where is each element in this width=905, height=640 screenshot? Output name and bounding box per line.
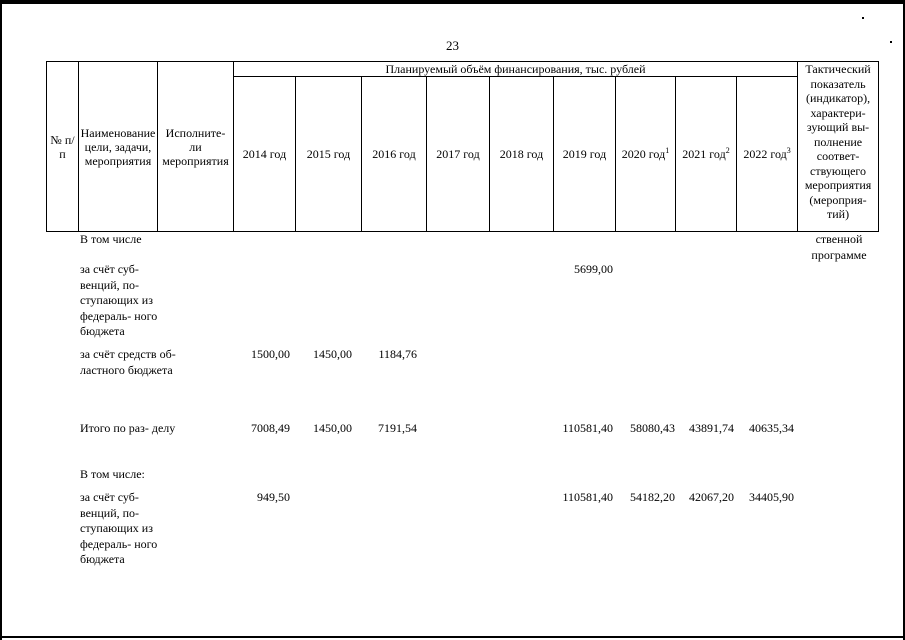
header-year-label: 2019 год xyxy=(562,147,607,161)
tactical-indicator-cont: ственной программе xyxy=(811,232,867,262)
header-year-label: 2018 год xyxy=(499,147,544,161)
row-value: 43891,74 xyxy=(689,421,734,435)
row-name: за счёт суб- венций, по- ступающих из федераль- ного бюджета xyxy=(80,262,158,338)
header-year-footnote: 3 xyxy=(786,146,791,155)
row-name: Итого по раз- делу xyxy=(80,421,176,435)
header-year-label: 2021 год xyxy=(682,147,726,161)
row-value: 949,50 xyxy=(257,490,290,504)
header-year-8 xyxy=(737,77,798,232)
row-value: 34405,90 xyxy=(749,490,794,504)
row-name: за счёт средств об- ластного бюджета xyxy=(80,347,176,377)
header-year-2 xyxy=(362,77,427,232)
header-year-label: 2014 год xyxy=(242,147,287,161)
page-number: 23 xyxy=(446,38,459,53)
header-year-7 xyxy=(676,77,737,232)
header-name: Наименование цели, задачи, мероприятия xyxy=(79,62,158,232)
row-value: 40635,34 xyxy=(749,421,794,435)
header-year-label: 2022 год xyxy=(743,147,787,161)
row-name: за счёт суб- венций, по- ступающих из федераль- ного бюджета xyxy=(80,490,158,566)
row-value: 1184,76 xyxy=(378,347,417,361)
row-value: 58080,43 xyxy=(630,421,675,435)
row-value: 54182,20 xyxy=(630,490,675,504)
row-value: 1500,00 xyxy=(251,347,290,361)
header-planned-funding: Планируемый объём финансирования, тыс. рублей xyxy=(234,62,798,77)
header-executor: Исполните- ли мероприятия xyxy=(158,62,234,232)
header-year-label: 2020 год xyxy=(621,147,666,161)
row-value: 7008,49 xyxy=(251,421,290,435)
scan-speck xyxy=(862,17,864,19)
row-name: В том числе: xyxy=(80,467,145,481)
header-year-label: 2017 год xyxy=(436,147,480,161)
row-value: 110581,40 xyxy=(562,490,613,504)
row-value: 110581,40 xyxy=(562,421,613,435)
row-value: 1450,00 xyxy=(313,421,352,435)
header-year-label: 2015 год xyxy=(306,147,351,161)
row-value: 7191,54 xyxy=(378,421,417,435)
header-no: № п/п xyxy=(47,62,79,232)
row-name: В том числе xyxy=(80,232,142,246)
header-year-3 xyxy=(427,77,490,232)
row-value: 42067,20 xyxy=(689,490,734,504)
page-top-border xyxy=(0,0,905,4)
header-year-footnote: 1 xyxy=(665,146,670,155)
page-bottom-border xyxy=(0,636,905,638)
table-header xyxy=(46,61,879,232)
row-value: 1450,00 xyxy=(313,347,352,361)
row-value: 5699,00 xyxy=(574,262,613,276)
header-year-6 xyxy=(616,77,676,232)
header-year-footnote: 2 xyxy=(725,146,730,155)
header-year-1 xyxy=(296,77,362,232)
header-tactical-indicator: Тактический показатель (индикатор), характери- зующий вы- полнение соответ- ствующего мероприятия (мероприя- тий) xyxy=(798,62,879,232)
header-year-5 xyxy=(554,77,616,232)
header-year-0 xyxy=(234,77,296,232)
page-left-border xyxy=(0,0,2,640)
header-year-label: 2016 год xyxy=(372,147,416,161)
header-year-4 xyxy=(490,77,554,232)
